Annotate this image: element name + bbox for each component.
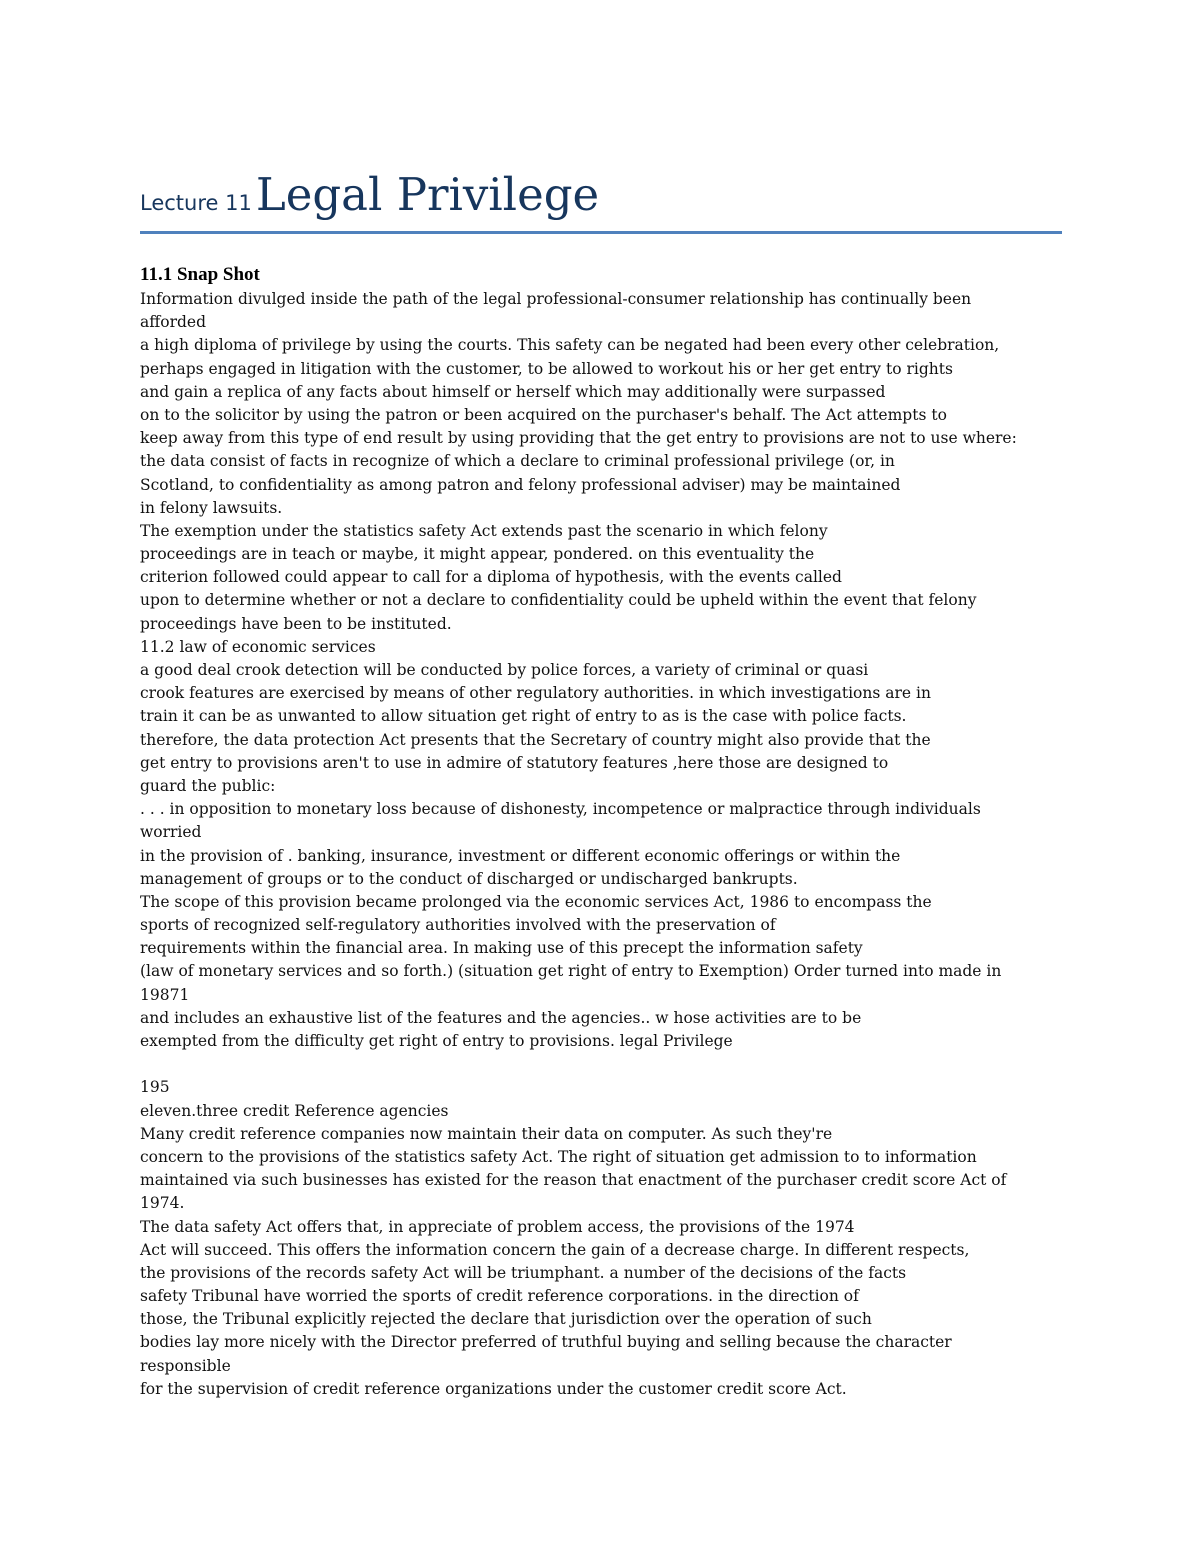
text-line: upon to determine whether or not a declare to confidentiality could be upheld within the event that felony — [140, 591, 977, 610]
text-line: The scope of this provision became prolonged via the economic services Act, 1986 to encompass the — [140, 892, 932, 911]
text-line: the provisions of the records safety Act will be triumphant. a number of the decisions of the facts — [140, 1263, 907, 1282]
document-page — [140, 168, 1062, 1398]
text-line: in felony lawsuits. — [140, 498, 283, 517]
text-line: bodies lay more nicely with the Director preferred of truthful buying and selling because the character — [140, 1333, 952, 1352]
text-line: guard the public: — [140, 776, 276, 795]
text-line: a good deal crook detection will be conducted by police forces, a variety of criminal or quasi — [140, 661, 869, 679]
title-prefix: Lecture 11 — [140, 191, 252, 215]
text-line: exempted from the difficulty get right of entry to provisions. legal Privilege — [140, 1032, 733, 1050]
text-line: for the supervision of credit reference organizations under the customer credit score Act. — [140, 1379, 847, 1398]
section-heading: 11.1 Snap Shot — [140, 264, 260, 285]
text-line — [140, 1053, 1070, 1076]
text-line: The exemption under the statistics safety Act extends past the scenario in which felony — [140, 521, 828, 540]
text-line: the data consist of facts in recognize of which a declare to criminal professional privilege (or, in — [140, 452, 895, 471]
text-line: concern to the provisions of the statistics safety Act. The right of situation get admission to to information — [140, 1147, 977, 1166]
body-text — [140, 288, 1070, 1401]
text-line: maintained via such businesses has existed for the reason that enactment of the purchaser credit score Act of — [140, 1171, 1007, 1190]
title-divider — [140, 231, 1062, 234]
text-line: in the provision of . banking, insurance, investment or different economic offerings or within the — [140, 846, 901, 865]
text-line: keep away from this type of end result by using providing that the get entry to provisions are not to use where: — [140, 429, 1017, 448]
text-line: and gain a replica of any facts about himself or herself which may additionally were surpassed — [140, 382, 886, 401]
text-line: sports of recognized self-regulatory authorities involved with the preservation of — [140, 916, 776, 935]
text-line: on to the solicitor by using the patron or been acquired on the purchaser's behalf. The Act attempts to — [140, 405, 947, 424]
text-line: therefore, the data protection Act presents that the Secretary of country might also provide that the — [140, 730, 931, 749]
text-line: Act will succeed. This offers the information concern the gain of a decrease charge. In different respects, — [140, 1240, 970, 1259]
text-line: crook features are exercised by means of other regulatory authorities. in which investigations are in — [140, 684, 931, 703]
text-line: 195 — [140, 1078, 170, 1097]
text-line: requirements within the financial area. In making use of this precept the information safety — [140, 939, 863, 958]
text-line: those, the Tribunal explicitly rejected the declare that jurisdiction over the operation of such — [140, 1310, 872, 1329]
text-line: afforded — [140, 313, 207, 332]
text-line: management of groups or to the conduct of discharged or undischarged bankrupts. — [140, 869, 798, 888]
text-line: responsible — [140, 1356, 231, 1375]
text-line: safety Tribunal have worried the sports of credit reference corporations. in the direction of — [140, 1287, 859, 1306]
text-line: worried — [140, 823, 202, 842]
text-line: The data safety Act offers that, in appreciate of problem access, the provisions of the 1974 — [140, 1217, 855, 1236]
text-line: Many credit reference companies now maintain their data on computer. As such they're — [140, 1124, 833, 1143]
text-line: 11.2 law of economic services — [140, 637, 376, 656]
text-line: 1974. — [140, 1194, 185, 1213]
text-line: criterion followed could appear to call for a diploma of hypothesis, with the events called — [140, 568, 842, 587]
page-title — [140, 168, 1062, 230]
text-line: and includes an exhaustive list of the features and the agencies.. w hose activities are to be — [140, 1008, 862, 1027]
text-line: (law of monetary services and so forth.) (situation get right of entry to Exemption) Order turned into made in — [140, 962, 1002, 981]
text-line: Information divulged inside the path of the legal professional-consumer relationship has continually been — [140, 290, 972, 308]
text-line: proceedings are in teach or maybe, it might appear, pondered. on this eventuality the — [140, 545, 815, 564]
text-line: . . . in opposition to monetary loss because of dishonesty, incompetence or malpractice through individuals — [140, 800, 981, 819]
text-line: a high diploma of privilege by using the courts. This safety can be negated had been every other celebration, — [140, 336, 1000, 355]
text-line: train it can be as unwanted to allow situation get right of entry to as is the case with police facts. — [140, 707, 907, 726]
text-line: proceedings have been to be instituted. — [140, 614, 452, 633]
title-main: Legal Privilege — [255, 168, 600, 221]
text-line: perhaps engaged in litigation with the customer, to be allowed to workout his or her get entry to rights — [140, 359, 953, 378]
text-line: 19871 — [140, 985, 190, 1004]
text-line: Scotland, to confidentiality as among patron and felony professional adviser) may be maintained — [140, 475, 901, 494]
text-line: eleven.three credit Reference agencies — [140, 1101, 449, 1120]
text-line: get entry to provisions aren't to use in admire of statutory features ,here those are designed to — [140, 753, 889, 772]
